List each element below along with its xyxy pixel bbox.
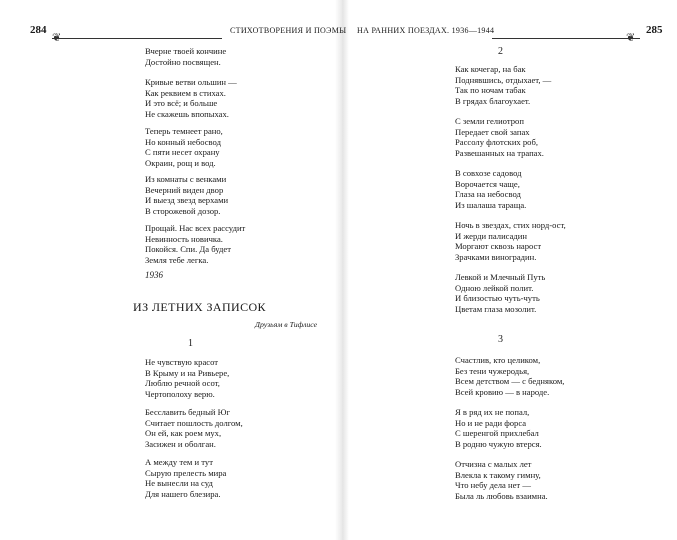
verse-line: Всем детством — с бедняком, bbox=[455, 376, 565, 386]
verse-line: Из комнаты с венками bbox=[145, 174, 227, 184]
verse-line: Поднявшись, отдыхает, — bbox=[455, 74, 552, 85]
verse-line: Рассолу флотских роб, bbox=[455, 137, 538, 147]
verse-line: Была ль любовь взаимна. bbox=[455, 490, 548, 501]
verse-line: Люблю речной осот, bbox=[145, 378, 220, 388]
right-page bbox=[342, 0, 677, 540]
verse-line: Не скажешь впопыхах. bbox=[145, 108, 229, 119]
verse-line: Я в ряд их не попал, bbox=[455, 407, 530, 417]
verse-line: В совхозе садовод bbox=[455, 168, 522, 178]
stanza-4 bbox=[145, 174, 228, 216]
verse-line: Так по ночам табак bbox=[455, 85, 526, 95]
verse-line: Земля тебе легка. bbox=[145, 254, 209, 265]
verse-line: С шеренгой прихлебал bbox=[455, 428, 539, 438]
verse-line: И выезд звезд верхами bbox=[145, 195, 229, 205]
verse-line: Считает пошлость долгом, bbox=[145, 417, 243, 428]
poem1-stanza-1 bbox=[145, 357, 229, 399]
poem3-stanza-1 bbox=[455, 355, 564, 397]
verse-line: Без тени чужеродья, bbox=[455, 365, 530, 376]
verse-line: Невинность новичка. bbox=[145, 233, 223, 244]
dedication: Друзьям в Тифлисе bbox=[255, 320, 318, 329]
poem1-stanza-2 bbox=[145, 407, 243, 449]
verse-line: Как реквием в стихах. bbox=[145, 87, 226, 98]
verse-line: Передает свой запах bbox=[455, 126, 530, 137]
verse-line: Ворочается чаще, bbox=[455, 178, 520, 189]
verse-line: Зрачками виноградин. bbox=[455, 251, 537, 262]
running-head-left: СТИХОТВОРЕНИЯ И ПОЭМЫ bbox=[230, 26, 347, 35]
poem-date: 1936 bbox=[145, 270, 163, 280]
verse-line: Влекла к такому гимну, bbox=[455, 469, 541, 480]
verse-line: Ночь в звездах, стих норд-ост, bbox=[455, 220, 566, 230]
verse-line: Левкой и Млечный Путь bbox=[455, 272, 546, 282]
verse-line: Чертополоху верю. bbox=[145, 388, 215, 399]
verse-line: Он ей, как роем мух, bbox=[145, 428, 222, 438]
flourish-ornament-icon: ❦ bbox=[52, 32, 62, 44]
poem2-stanza-2 bbox=[455, 116, 544, 158]
poem2-stanza-5 bbox=[455, 272, 545, 314]
verse-line: Счастлив, кто целиком, bbox=[455, 355, 541, 365]
poem-number-3: 3 bbox=[498, 334, 503, 345]
stanza-1 bbox=[145, 46, 226, 67]
header-rule-left bbox=[52, 38, 222, 39]
verse-line: Глаза на небосвод bbox=[455, 189, 521, 199]
verse-line: Бесславить бедный Юг bbox=[145, 407, 230, 417]
verse-line: Развешанных на трапах. bbox=[455, 147, 544, 158]
verse-line: С пяти несет охрану bbox=[145, 147, 220, 157]
verse-line: Всей кровию — в народе. bbox=[455, 386, 550, 397]
verse-line: Теперь темнеет рано, bbox=[145, 126, 223, 136]
verse-line: Засижен и оболган. bbox=[145, 438, 216, 449]
verse-line: Одною лейкой полит. bbox=[455, 282, 534, 293]
section-title: ИЗ ЛЕТНИХ ЗАПИСОК bbox=[133, 300, 266, 314]
verse-line: В сторожевой дозор. bbox=[145, 205, 221, 216]
poem2-stanza-4 bbox=[455, 220, 566, 262]
stanza-3 bbox=[145, 126, 223, 168]
verse-line: И близостью чуть-чуть bbox=[455, 293, 540, 303]
verse-line: Из шалаша тараща. bbox=[455, 199, 527, 210]
verse-line: Моргают сквозь нарост bbox=[455, 241, 542, 251]
verse-line: Что небу дела нет — bbox=[455, 480, 531, 490]
verse-line: А между тем и тут bbox=[145, 457, 213, 467]
verse-line: Как кочегар, на бак bbox=[455, 64, 526, 74]
poem2-stanza-1 bbox=[455, 64, 551, 106]
verse-line: Для нашего блезира. bbox=[145, 488, 221, 499]
page-number-right: 285 bbox=[646, 24, 663, 36]
verse-line: С земли гелиотроп bbox=[455, 116, 524, 126]
verse-line: В Крыму и на Ривьере, bbox=[145, 367, 230, 378]
verse-line: Отчизна с малых лет bbox=[455, 459, 532, 469]
verse-line: Вчерне твоей кончине bbox=[145, 46, 227, 56]
stanza-2 bbox=[145, 77, 237, 119]
verse-line: И жерди палисадин bbox=[455, 230, 527, 241]
poem1-stanza-3 bbox=[145, 457, 226, 499]
verse-line: Прощай. Нас всех рассудит bbox=[145, 223, 246, 233]
header-rule-right bbox=[492, 38, 640, 39]
poem-number-2: 2 bbox=[498, 46, 503, 57]
verse-line: Цветам глаза мозолит. bbox=[455, 303, 537, 314]
verse-line: Не вынесли на суд bbox=[145, 478, 213, 488]
verse-line: Кривые ветви ольшин — bbox=[145, 77, 237, 87]
poem3-stanza-2 bbox=[455, 407, 542, 449]
poem-number-1: 1 bbox=[188, 338, 193, 349]
flourish-ornament-icon: ❦ bbox=[626, 32, 636, 44]
verse-line: Но конный небосвод bbox=[145, 136, 221, 147]
stanza-5 bbox=[145, 223, 245, 265]
verse-line: В родню чужую втерся. bbox=[455, 438, 542, 449]
running-head-right: НА РАННИХ ПОЕЗДАХ. 1936—1944 bbox=[357, 26, 495, 35]
verse-line: В грядах благоухает. bbox=[455, 95, 531, 106]
verse-line: Но и не ради форса bbox=[455, 417, 527, 428]
verse-line: Сырую прелесть мира bbox=[145, 467, 227, 478]
verse-line: Вечерний виден двор bbox=[145, 184, 224, 195]
poem3-stanza-3 bbox=[455, 459, 548, 501]
poem2-stanza-3 bbox=[455, 168, 526, 210]
verse-line: Не чувствую красот bbox=[145, 357, 219, 367]
verse-line: Окраин, рощ и вод. bbox=[145, 157, 216, 168]
verse-line: И это всё; и больше bbox=[145, 98, 218, 108]
page-number-left: 284 bbox=[30, 24, 47, 36]
verse-line: Достойно посвящен. bbox=[145, 56, 221, 67]
verse-line: Покойся. Спи. Да будет bbox=[145, 244, 231, 254]
